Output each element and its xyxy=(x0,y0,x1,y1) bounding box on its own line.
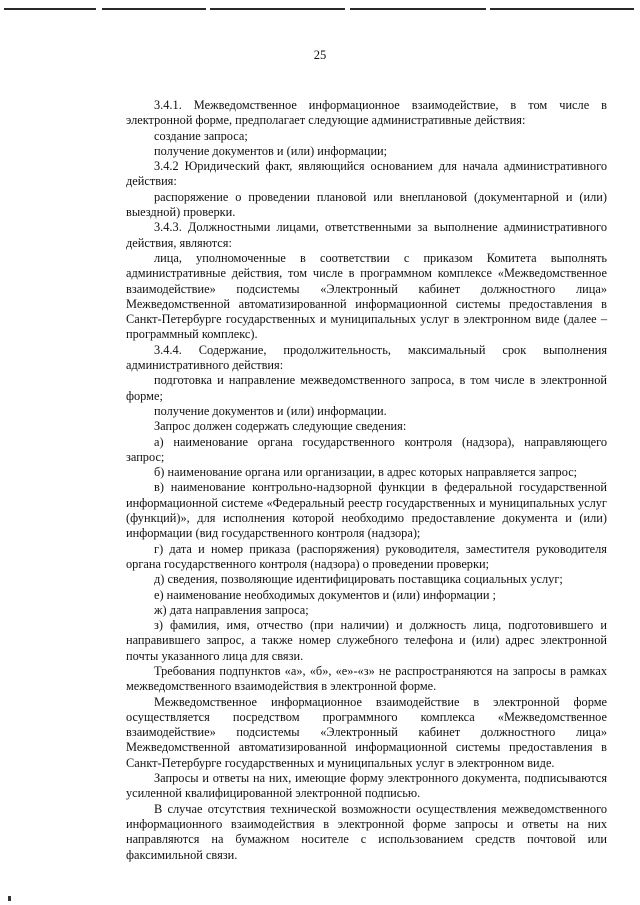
paragraph-3-4-2: 3.4.2 Юридический факт, являющийся основанием для начала административного действия: xyxy=(126,159,607,189)
paragraph-requirements-exception: Требования подпунктов «а», «б», «е»-«з» не распространяются на запросы в рамках межведомственного взаимодействия в электронной форме. xyxy=(126,663,607,694)
list-item-d: д) сведения, позволяющие идентифицировать поставщика социальных услуг; xyxy=(154,572,563,587)
paragraph-electronic-interaction: Межведомственное информационное взаимодействие в электронной форме осуществляется посредством программного комплекса «Межведомственное взаимодействие» подсистемы «Электронный кабинет должностного лица» Межведомственной автоматизированной информационной системы предоставления в Санкт-Петербурге государственных и муниципальных услуг в электронном виде. xyxy=(126,694,607,770)
list-item-a: а) наименование органа государственного контроля (надзора), направляющего запрос; xyxy=(126,434,607,464)
list-item-b: б) наименование органа или организации, в адрес которых направляется запрос; xyxy=(154,465,578,480)
page-number: 25 xyxy=(313,48,327,62)
list-item-z: з) фамилия, имя, отчество (при наличии) и должность лица, подготовившего и направившего запрос, а также номер служебного телефона и (или) адрес электронной почты указанного лица для связи. xyxy=(126,618,607,663)
paragraph-paper-fallback: В случае отсутствия технической возможности осуществления межведомственного информационного взаимодействия в электронной форме запросы и ответы на них направляются на бумажном носителе с использованием средств почтовой или факсимильной связи. xyxy=(126,801,607,862)
top-border-gap xyxy=(345,7,350,11)
top-border-gap xyxy=(96,7,102,11)
list-item-e: е) наименование необходимых документов и (или) информации ; xyxy=(154,587,496,602)
paragraph-3-4-3: 3.4.3. Должностными лицами, ответственными за выполнение административного действия, являются: xyxy=(126,220,607,250)
list-item-g: г) дата и номер приказа (распоряжения) руководителя, заместителя руководителя органа государственного контроля (надзора) о проведении проверки; xyxy=(126,541,607,571)
paragraph-request-contents: Запрос должен содержать следующие сведения: xyxy=(154,419,407,434)
paragraph-inspection-order: распоряжение о проведении плановой или внеплановой (документарной и (или) выездной) проверки. xyxy=(126,189,607,220)
list-item-create-request: создание запроса; xyxy=(154,128,248,143)
list-item-receive-information: получение документов и (или) информации. xyxy=(154,403,387,418)
top-border-gap xyxy=(486,7,490,11)
paragraph-authorized-persons: лица, уполномоченные в соответствии с приказом Комитета выполнять административные действия, том числе в программном комплексе «Межведомственное взаимодействие» подсистемы «Электронный кабинет должностного лица» Межведомственной автоматизированной информационной системы предоставления в Санкт-Петербурге государственных и муниципальных услуг в электронном виде (далее – программный комплекс). xyxy=(126,250,607,342)
list-item-prepare-request: подготовка и направление межведомственного запроса, в том числе в электронной форме; xyxy=(126,373,607,403)
top-border-gap xyxy=(206,7,210,11)
paragraph-3-4-1: 3.4.1. Межведомственное информационное взаимодействие, в том числе в электронной форме, предполагает следующие административные действия: xyxy=(126,98,607,128)
scan-mark xyxy=(8,896,11,901)
paragraph-3-4-4: 3.4.4. Содержание, продолжительность, максимальный срок выполнения административного действия: xyxy=(126,342,607,373)
list-item-v: в) наименование контрольно-надзорной функции в федеральной государственной информационной системе «Федеральный реестр государственных и муниципальных услуг (функций)», для исполнения которой необходимо предоставление документа и (или) информации (вид государственного контроля (надзора); xyxy=(126,480,607,541)
document-body xyxy=(126,98,607,863)
list-item-receive-documents: получение документов и (или) информации; xyxy=(154,143,388,158)
list-item-zh: ж) дата направления запроса; xyxy=(154,602,309,617)
paragraph-electronic-signature: Запросы и ответы на них, имеющие форму электронного документа, подписываются усиленной квалифицированной электронной подписью. xyxy=(126,771,607,801)
